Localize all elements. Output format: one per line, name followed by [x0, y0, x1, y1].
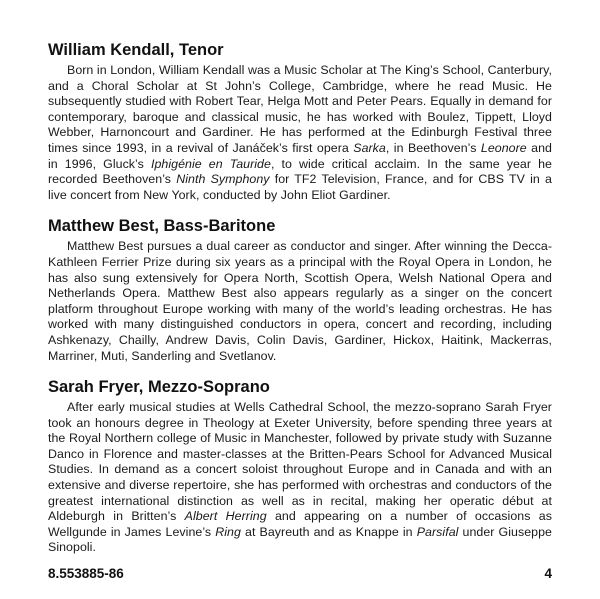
booklet-page: [48, 40, 552, 569]
bio-text: Born in London, William Kendall was a Music Scholar at The King’s School, Canterbury, and a Choral Scholar at St John’s College, Cambridge, where he read Music. He subsequently studied with Robert Tear, Helga Mott and Peter Pears. Equally in demand for contemporary, baroque and classical music, he has worked with Boulez, Tippett, Lloyd Webber, Harnoncourt and Gardiner. He has performed at the Edinburgh Festival three times since 1993, in a revival of Janáček’s first opera: [48, 63, 552, 155]
bio-text: at Bayreuth and as Knappe in: [240, 524, 417, 539]
bio-text: under Giuseppe Sinopoli.: [48, 524, 552, 555]
bio-sarah-fryer: [48, 377, 552, 556]
bio-text: , in Beethoven’s: [385, 140, 481, 155]
work-title: Leonore: [480, 140, 527, 155]
bio-heading: William Kendall, Tenor: [48, 41, 224, 59]
bio-text: Matthew Best pursues a dual career as conductor and singer. After winning the Decca-Kathleen Ferrier Prize during six years as a principal with the Royal Opera in London, he has also sung extensively for Opera North, Scottish Opera, Welsh National Opera and Netherlands Opera. Matthew Best also appears regularly as a singer on the concert platform throughout Europe working with many of the world’s leading orchestras. He has worked with many distinguished conductors in opera, concert and recording, including Ashkenazy, Chailly, Andrew Davis, Colin Davis, Gardiner, Hickox, Haitink, Mackerras, Marriner, Muti, Sanderling and Svetlanov.: [48, 239, 552, 363]
bio-text: for TF2 Television, France, and for CBS TV in a live concert from New York, conducted by John Eliot Gardiner.: [48, 172, 553, 202]
work-title: Parsifal: [416, 524, 459, 539]
work-title: Ring: [215, 524, 241, 539]
work-title: Albert Herring: [184, 509, 267, 524]
bio-text: After early musical studies at Wells Cathedral School, the mezzo-soprano Sarah Fryer took an honours degree in Theology at Exeter University, before spending three years at the Royal Northern college of Music in Manchester, followed by private study with Suzanne Danco in Florence and master-classes at the Britten-Pears School for Advanced Musical Studies. In demand as a concert soloist throughout Europe and in Canada and with an extensive and diverse repertoire, she has performed with orchestras and conductors of the greatest international distinction as well as in recital, making her operatic début at Aldeburgh in Britten’s: [48, 400, 552, 524]
work-title: Ninth Symphony: [176, 172, 270, 187]
bio-paragraph: [48, 400, 552, 556]
bio-william-kendall: [48, 40, 552, 203]
bio-text: , to wide critical acclaim. In the same year he recorded Beethoven’s: [48, 156, 552, 187]
bio-paragraph: [48, 63, 552, 203]
page-number: 4: [544, 566, 552, 581]
work-title: Iphigénie en Tauride: [150, 156, 271, 171]
bio-text: and appearing on a number of occasions as Wellgunde in James Levine’s: [48, 509, 552, 539]
bio-heading: Matthew Best, Bass-Baritone: [48, 217, 276, 236]
bio-paragraph: [48, 239, 552, 364]
work-title: Sarka: [353, 140, 386, 155]
bio-matthew-best: [48, 216, 552, 364]
bio-text: and in 1996, Gluck’s: [48, 140, 552, 171]
catalog-number: 8.553885-86: [48, 566, 124, 581]
bio-heading: Sarah Fryer, Mezzo-Soprano: [48, 378, 270, 397]
